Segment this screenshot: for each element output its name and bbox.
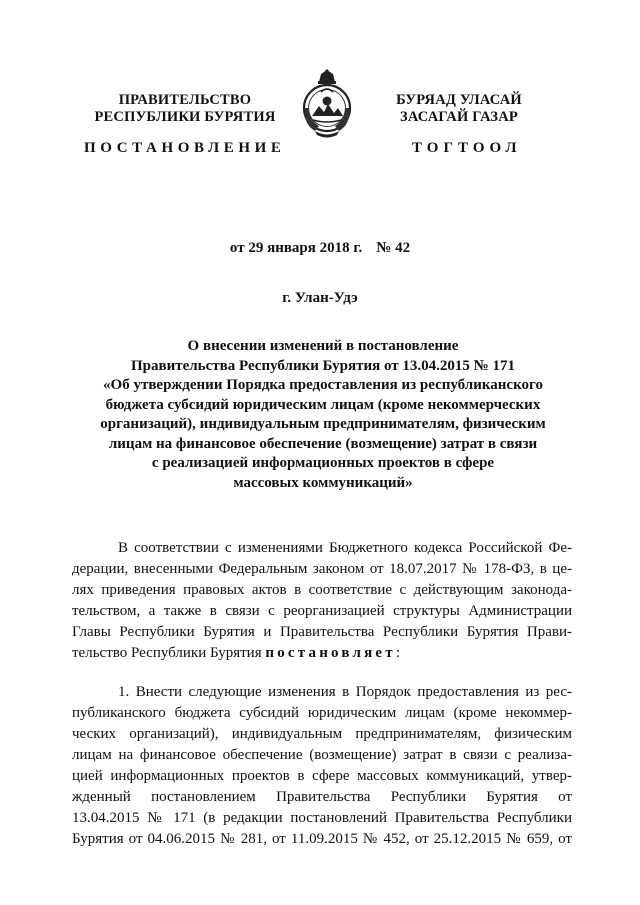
- title-line: бюджета субсидий юридическим лицам (кроме некоммерческих: [105, 396, 541, 413]
- body-line: тельством, а также в связи с реорганизацией структуры Администрации: [72, 603, 572, 619]
- resolve-prefix: тельство Республики Бурятия: [72, 645, 266, 661]
- document-number: № 42: [376, 240, 411, 256]
- body-line: 1. Внести следующие изменения в Порядок предоставления из рес-: [118, 684, 572, 700]
- title-line: лицам на финансовое обеспечение (возмещение) затрат в связи: [108, 435, 538, 452]
- doc-type-buryat: ТОГТООЛ: [412, 140, 522, 156]
- title-line: О внесении изменений в постановление: [187, 338, 459, 354]
- body-line: жденный постановлением Правительства Республики Бурятия от: [72, 789, 572, 805]
- body-line: лицам на финансовое обеспечение (возмещение) затрат в связи с реализа-: [72, 747, 572, 763]
- coat-of-arms-icon: [297, 68, 357, 140]
- document-title: [88, 337, 558, 493]
- body-line: ческих организаций), индивидуальным предпринимателям, физическим: [72, 726, 572, 742]
- city: г. Улан-Удэ: [282, 290, 358, 306]
- org-name-buryat: [374, 92, 544, 126]
- body-line: 13.04.2015 № 171 (в редакции постановлений Правительства Республики: [72, 810, 572, 826]
- body-line: [72, 643, 572, 664]
- org-name-line: РЕСПУБЛИКИ БУРЯТИЯ: [94, 109, 276, 125]
- org-name-russian: [92, 92, 278, 126]
- org-name-line: БУРЯАД УЛАСАЙ: [396, 92, 522, 108]
- document-date: от 29 января 2018 г.: [229, 240, 363, 256]
- title-line: с реализацией информационных проектов в сфере: [151, 455, 495, 471]
- body-line: В соответствии с изменениями Бюджетного кодекса Российской Фе-: [118, 540, 572, 556]
- body-line: публиканского бюджета субсидий юридическим лицам (кроме некоммер-: [72, 705, 572, 721]
- doc-type-russian: ПОСТАНОВЛЕНИЕ: [84, 140, 286, 156]
- body-line: цией информационных проектов в сфере массовых коммуникаций, утвер-: [72, 768, 572, 784]
- title-line: Правительства Республики Бурятия от 13.04.2015 № 171: [130, 357, 515, 374]
- body-line: лях приведения правовых актов в соответствие с действующим законода-: [72, 582, 572, 598]
- resolve-word: постановляет: [265, 645, 396, 661]
- resolve-suffix: :: [395, 645, 401, 661]
- preamble-paragraph: [72, 538, 572, 664]
- body-line: дерации, внесенными Федеральным законом от 18.07.2017 № 178-ФЗ, в це-: [72, 561, 572, 577]
- body-line: Бурятия от 04.06.2015 № 281, от 11.09.2015 № 452, от 25.12.2015 № 659, от: [72, 831, 572, 847]
- title-line: «Об утверждении Порядка предоставления из республиканского: [103, 377, 543, 393]
- title-line: организаций), индивидуальным предпринимателям, физическим: [100, 416, 546, 432]
- item-1-paragraph: [72, 682, 572, 850]
- org-name-line: ПРАВИТЕЛЬСТВО: [118, 92, 252, 108]
- title-line: массовых коммуникаций»: [233, 474, 413, 491]
- body-line: Главы Республики Бурятия и Правительства Республики Бурятия Прави-: [72, 624, 572, 640]
- date-number-line: [0, 240, 640, 257]
- org-name-line: ЗАСАГАЙ ГАЗАР: [400, 109, 518, 125]
